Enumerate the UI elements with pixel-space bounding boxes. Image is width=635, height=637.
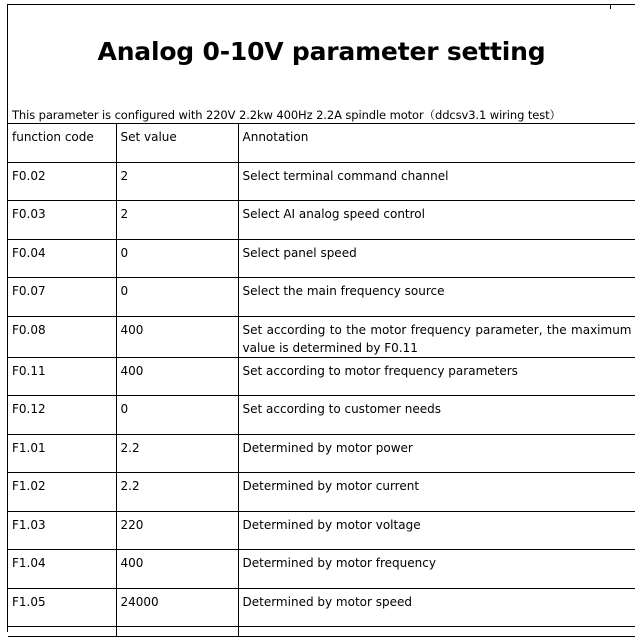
function-code-cell: F1.03 — [8, 511, 116, 550]
set-value-cell: 0 — [116, 396, 238, 435]
title-cell — [8, 5, 635, 124]
function-code-cell: F0.12 — [8, 396, 116, 435]
set-value-cell: 24000 — [116, 588, 238, 627]
parameter-sheet — [7, 4, 635, 632]
table-row — [8, 239, 635, 278]
header-annotation: Annotation — [238, 124, 635, 162]
set-value-cell: 400 — [116, 550, 238, 589]
table-row — [8, 316, 635, 357]
set-value-cell: 2 — [116, 201, 238, 240]
function-code-cell: F0.08 — [8, 316, 116, 357]
parameter-table — [8, 124, 635, 637]
annotation-cell: Determined by motor speed — [238, 588, 635, 627]
table-row — [8, 278, 635, 317]
set-value-cell: 0 — [116, 278, 238, 317]
set-value-cell: 220 — [116, 511, 238, 550]
function-code-cell: F0.04 — [8, 239, 116, 278]
function-code-cell: F0.07 — [8, 278, 116, 317]
set-value-cell: 400 — [116, 316, 238, 357]
annotation-cell: Determined by motor power — [238, 434, 635, 473]
annotation-cell: Set according to the motor frequency parameter, the maximum value is determined by F0.11 — [238, 316, 635, 357]
table-header-row — [8, 124, 635, 162]
header-set-value: Set value — [116, 124, 238, 162]
set-value-cell: 2.2 — [116, 473, 238, 512]
annotation-cell: Set according to customer needs — [238, 396, 635, 435]
annotation-cell: Determined by motor voltage — [238, 511, 635, 550]
annotation-cell: Set according to motor frequency parameters — [238, 357, 635, 396]
function-code-cell: F1.05 — [8, 588, 116, 627]
set-value-cell: 2 — [116, 162, 238, 201]
function-code-cell: F1.02 — [8, 473, 116, 512]
function-code-cell: F1.04 — [8, 550, 116, 589]
annotation-cell: Determined by motor current — [238, 473, 635, 512]
table-row — [8, 357, 635, 396]
function-code-cell: F0.03 — [8, 201, 116, 240]
annotation-cell: Select AI analog speed control — [238, 201, 635, 240]
annotation-cell: Determined by motor frequency — [238, 550, 635, 589]
table-row — [8, 201, 635, 240]
function-code-cell: F0.02 — [8, 162, 116, 201]
table-row — [8, 511, 635, 550]
annotation-cell: Select terminal command channel — [238, 162, 635, 201]
set-value-cell: 0 — [116, 239, 238, 278]
table-row — [8, 434, 635, 473]
header-function-code: function code — [8, 124, 116, 162]
set-value-cell: 2.2 — [116, 434, 238, 473]
page-title: Analog 0-10V parameter setting — [97, 37, 546, 66]
annotation-cell: Select panel speed — [238, 239, 635, 278]
table-row — [8, 162, 635, 201]
annotation-cell: Select the main frequency source — [238, 278, 635, 317]
function-code-cell: F0.11 — [8, 357, 116, 396]
table-row — [8, 473, 635, 512]
configuration-note: This parameter is configured with 220V 2.2kw 400Hz 2.2A spindle motor（ddcsv3.1 wiring test） — [12, 108, 561, 122]
function-code-cell: F1.01 — [8, 434, 116, 473]
set-value-cell: 400 — [116, 357, 238, 396]
table-row — [8, 550, 635, 589]
table-row — [8, 396, 635, 435]
table-row — [8, 588, 635, 627]
